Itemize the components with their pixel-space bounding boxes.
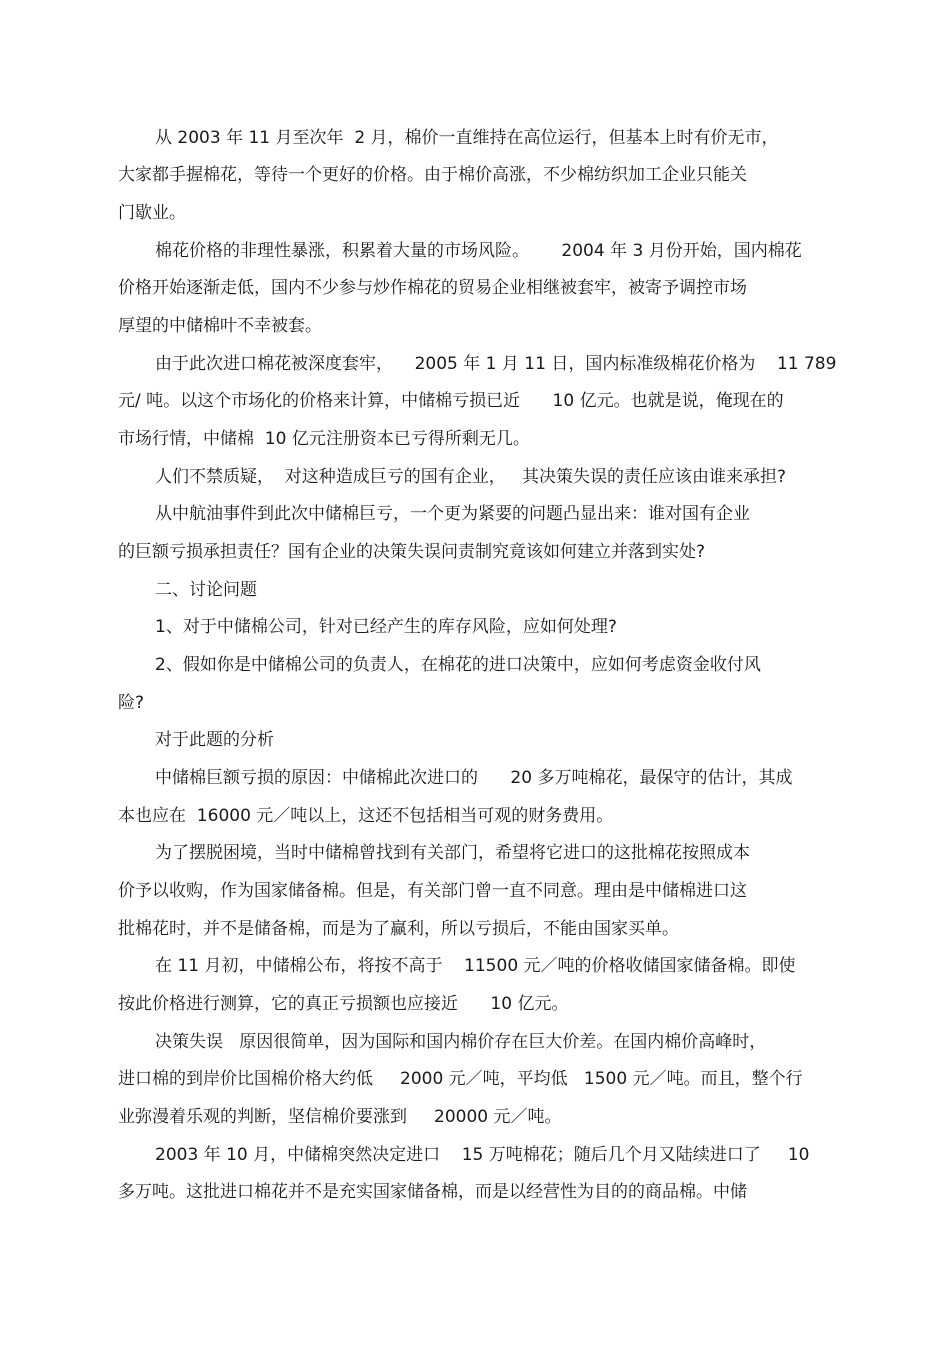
text-line: 在 11 月初，中储棉公布，将按不高于 11500 元／吨的价格收储国家储备棉。即使 <box>155 956 796 976</box>
section-heading: 二、讨论问题 <box>155 580 257 600</box>
text-line: 价予以收购，作为国家储备棉。但是，有关部门曾一直不同意。理由是中储棉进口这 <box>118 881 747 901</box>
text-line: 从中航油事件到此次中储棉巨亏，一个更为紧要的问题凸显出来：谁对国有企业 <box>155 504 750 524</box>
text-line: 2003 年 10 月，中储棉突然决定进口 15 万吨棉花；随后几个月又陆续进口了 10 <box>155 1145 810 1165</box>
text-line: 价格开始逐渐走低，国内不少参与炒作棉花的贸易企业相继被套牢，被寄予调控市场 <box>118 278 747 298</box>
text-line: 险? <box>118 693 145 713</box>
text-line: 多万吨。这批进口棉花并不是充实国家储备棉，而是以经营性为目的的商品棉。中储 <box>118 1182 747 1202</box>
text-line: 棉花价格的非理性暴涨，积累着大量的市场风险。 2004 年 3 月份开始，国内棉花 <box>155 241 802 261</box>
text-line: 业弥漫着乐观的判断，坚信棉价要涨到 20000 元／吨。 <box>118 1107 562 1127</box>
text-line: 元/ 吨。以这个市场化的价格来计算，中储棉亏损已近 10 亿元。也就是说，俺现在的 <box>118 391 784 411</box>
text-line: 为了摆脱困境，当时中储棉曾找到有关部门，希望将它进口的这批棉花按照成本 <box>155 843 750 863</box>
text-line: 从 2003 年 11 月至次年 2 月，棉价一直维持在高位运行，但基本上时有价无市， <box>155 128 779 148</box>
text-line: 人们不禁质疑， 对这种造成巨亏的国有企业， 其决策失误的责任应该由谁来承担? <box>155 467 787 487</box>
question-item: 1、对于中储棉公司，针对已经产生的库存风险，应如何处理? <box>155 617 617 637</box>
text-line: 厚望的中储棉叶不幸被套。 <box>118 316 322 336</box>
analysis-heading: 对于此题的分析 <box>155 730 274 750</box>
text-line: 市场行情，中储棉 10 亿元注册资本已亏得所剩无几。 <box>118 429 530 449</box>
text-line: 进口棉的到岸价比国棉价格大约低 2000 元／吨，平均低 1500 元／吨。而且，整个行 <box>118 1069 803 1089</box>
text-line: 中储棉巨额亏损的原因：中储棉此次进口的 20 多万吨棉花，最保守的估计，其成 <box>155 768 793 788</box>
text-line: 大家都手握棉花，等待一个更好的价格。由于棉价高涨，不少棉纺织加工企业只能关 <box>118 165 747 185</box>
text-line: 批棉花时，并不是储备棉，而是为了赢利，所以亏损后，不能由国家买单。 <box>118 919 679 939</box>
text-line: 按此价格进行测算，它的真正亏损额也应接近 10 亿元。 <box>118 994 569 1014</box>
text-line: 决策失误 原因很简单，因为国际和国内棉价存在巨大价差。在国内棉价高峰时， <box>155 1032 767 1052</box>
text-line: 由于此次进口棉花被深度套牢， 2005 年 1 月 11 日，国内标准级棉花价格为 11 789 <box>155 354 837 374</box>
text-line: 门歇业。 <box>118 203 186 223</box>
question-item: 2、假如你是中储棉公司的负责人，在棉花的进口决策中，应如何考虑资金收付风 <box>155 655 761 675</box>
text-line: 本也应在 16000 元／吨以上，这还不包括相当可观的财务费用。 <box>118 806 614 826</box>
text-line: 的巨额亏损承担责任？国有企业的决策失误问责制究竟该如何建立并落到实处? <box>118 542 706 562</box>
